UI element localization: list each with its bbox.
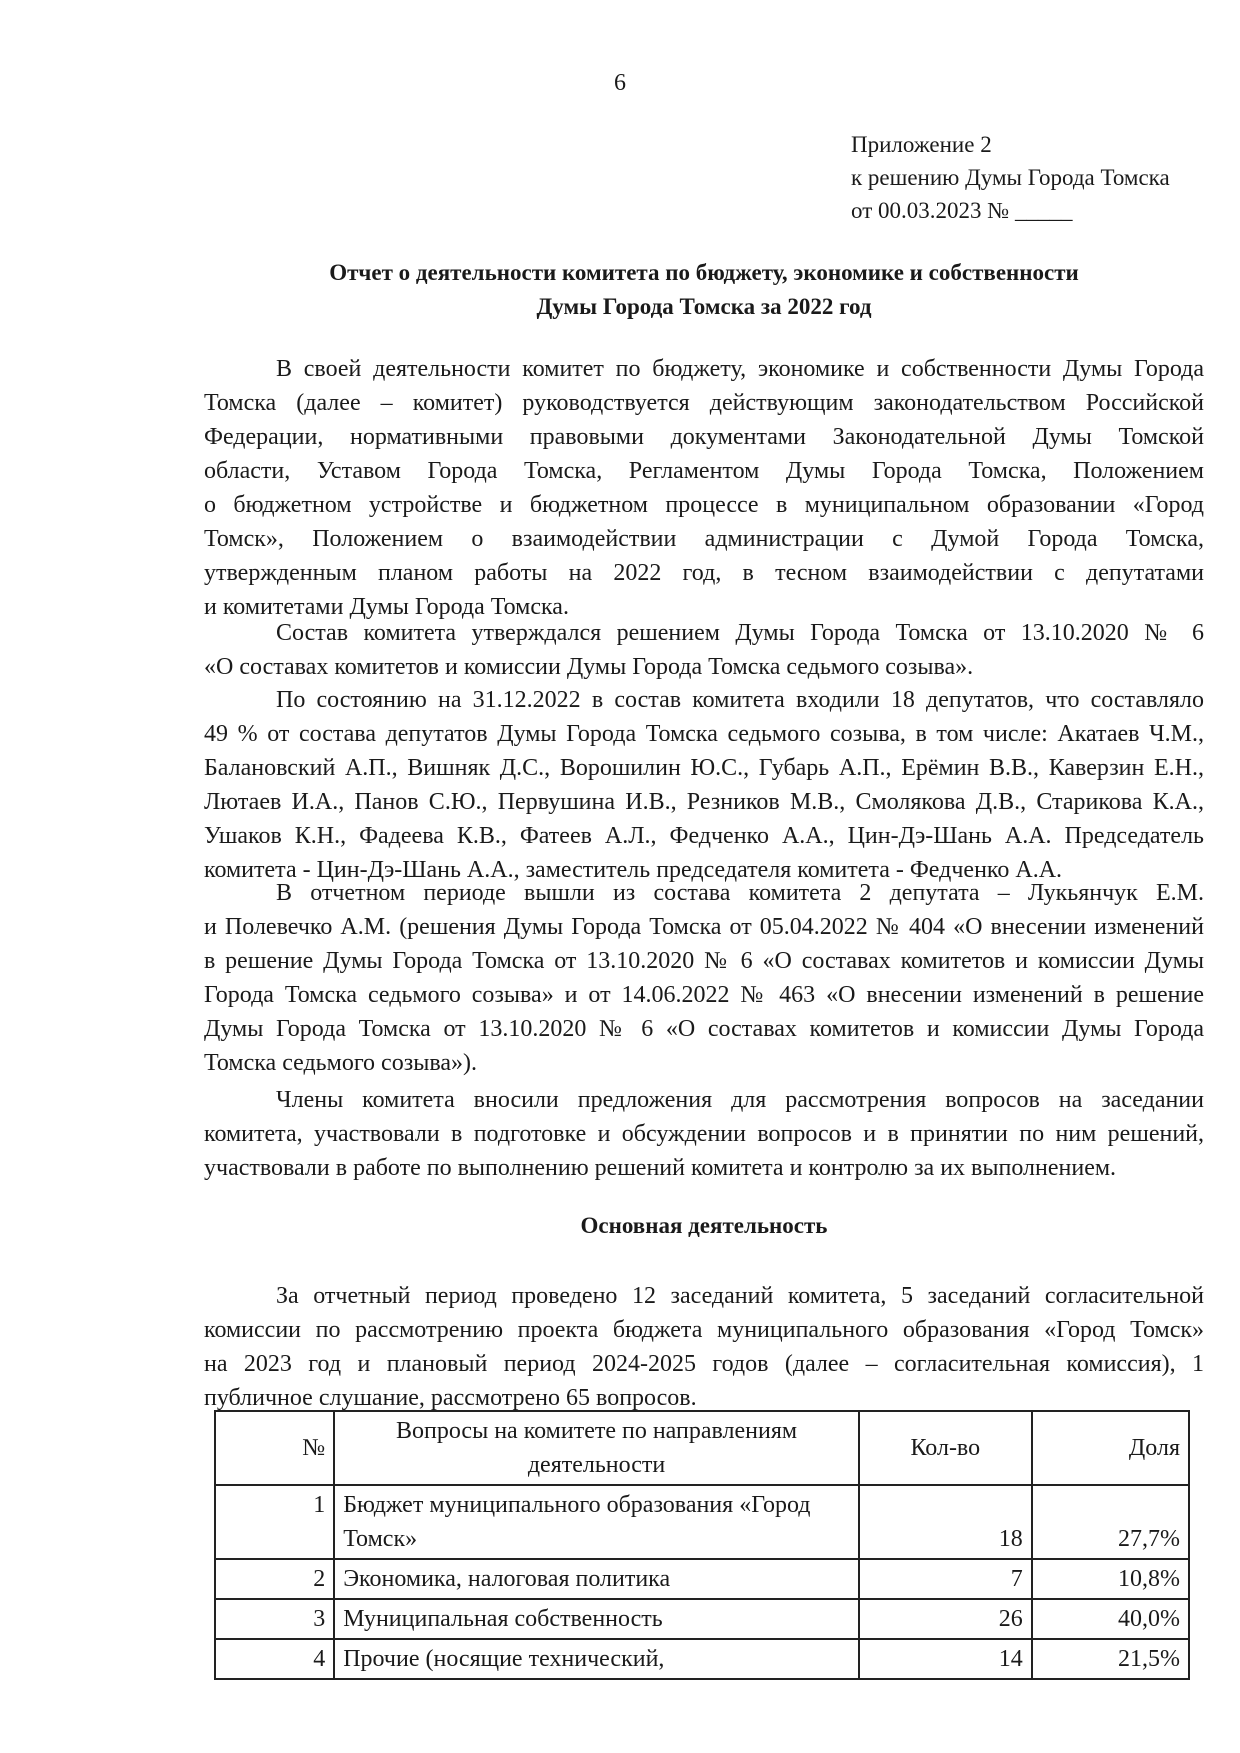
- text-line: По состоянию на 31.12.2022 в состав комитета входили 18 депутатов, что составляло: [276, 687, 1204, 713]
- text-line: Состав комитета утверждался решением Думы Города Томска от 13.10.2020 № 6: [276, 620, 1204, 646]
- text-line: публичное слушание, рассмотрено 65 вопросов.: [204, 1385, 697, 1411]
- table-row: [215, 1485, 1189, 1559]
- text-line: Балановский А.П., Вишняк Д.С., Ворошилин Ю.С., Губарь А.П., Ерёмин В.В., Каверзин Е.Н.,: [204, 755, 1204, 781]
- header-share: Доля: [1032, 1411, 1189, 1485]
- text-line: комитета - Цин-Дэ-Шань А.А., заместитель председателя комитета - Федченко А.А.: [204, 857, 1063, 883]
- text-line: на 2023 год и плановый период 2024-2025 годов (далее – согласительная комиссия), 1: [204, 1351, 1204, 1377]
- row-topic: Бюджет муниципального образования «Город Томск»: [334, 1485, 859, 1559]
- row-share: 27,7%: [1032, 1485, 1189, 1559]
- text-line: области, Уставом Города Томска, Регламентом Думы Города Томска, Положением: [204, 458, 1204, 484]
- section-paragraph: [204, 1279, 1204, 1415]
- text-line: В своей деятельности комитет по бюджету, экономике и собственности Думы Города: [276, 356, 1204, 382]
- appendix-reference: [851, 128, 1170, 227]
- text-line: о бюджетном устройстве и бюджетном процессе в муниципальном образовании «Город: [204, 492, 1204, 518]
- text-line: комитета, участвовали в подготовке и обсуждении вопросов и в принятии по ним решений,: [204, 1121, 1204, 1147]
- text-line: Лютаев И.А., Панов С.Ю., Первушина И.В., Резников М.В., Смолякова Д.В., Старикова К.А.,: [204, 789, 1204, 815]
- title-line: Думы Города Томска за 2022 год: [536, 294, 872, 319]
- paragraph: [204, 876, 1204, 1080]
- appendix-line: Приложение 2: [851, 132, 992, 157]
- header-topic: Вопросы на комитете по направлениям деятельности: [334, 1411, 859, 1485]
- text-line: участвовали в работе по выполнению решений комитета и контролю за их выполнением.: [204, 1155, 1117, 1181]
- text-line: Томска (далее – комитет) руководствуется действующим законодательством Российской: [204, 390, 1204, 416]
- table-row: [215, 1639, 1189, 1679]
- text-line: Думы Города Томска от 13.10.2020 № 6 «О составах комитетов и комиссии Думы Города: [204, 1016, 1204, 1042]
- text-line: Ушаков К.Н., Фадеева К.В., Фатеев А.Л., Федченко А.А., Цин-Дэ-Шань А.А. Председатель: [204, 823, 1204, 849]
- page-number: 6: [614, 70, 626, 96]
- header-number: №: [215, 1411, 334, 1485]
- paragraph: [204, 1083, 1204, 1185]
- text-line: и комитетами Думы Города Томска.: [204, 594, 569, 620]
- text-line: Города Томска седьмого созыва» и от 14.06.2022 № 463 «О внесении изменений в решение: [204, 982, 1204, 1008]
- appendix-line: к решению Думы Города Томска: [851, 165, 1170, 190]
- text-line: Томск», Положением о взаимодействии администрации с Думой Города Томска,: [204, 526, 1204, 552]
- paragraph: [204, 683, 1204, 887]
- section-heading: Основная деятельность: [580, 1213, 828, 1238]
- row-number: 4: [215, 1639, 334, 1679]
- text-line: В отчетном периоде вышли из состава комитета 2 депутата – Лукьянчук Е.М.: [276, 880, 1204, 906]
- text-line: утвержденным планом работы на 2022 год, в тесном взаимодействии с депутатами: [204, 560, 1204, 586]
- table-row: [215, 1559, 1189, 1599]
- row-topic: Муниципальная собственность: [334, 1599, 859, 1639]
- row-number: 2: [215, 1559, 334, 1599]
- row-count: 26: [859, 1599, 1032, 1639]
- text-line: За отчетный период проведено 12 заседаний комитета, 5 заседаний согласительной: [276, 1283, 1204, 1309]
- text-line: Томска седьмого созыва»).: [204, 1050, 477, 1076]
- header-count: Кол-во: [859, 1411, 1032, 1485]
- text-line: комиссии по рассмотрению проекта бюджета муниципального образования «Город Томск»: [204, 1317, 1204, 1343]
- text-line: и Полевечко А.М. (решения Думы Города Томска от 05.04.2022 № 404 «О внесении изменений: [204, 914, 1204, 940]
- text-line: Федерации, нормативными правовыми документами Законодательной Думы Томской: [204, 424, 1204, 450]
- text-line: Члены комитета вносили предложения для рассмотрения вопросов на заседании: [276, 1087, 1204, 1113]
- row-count: 14: [859, 1639, 1032, 1679]
- paragraph: [204, 616, 1204, 684]
- table-header-row: [215, 1411, 1189, 1485]
- row-share: 21,5%: [1032, 1639, 1189, 1679]
- row-topic: Прочие (носящие технический,: [334, 1639, 859, 1679]
- text-line: «О составах комитетов и комиссии Думы Города Томска седьмого созыва».: [204, 654, 974, 680]
- paragraph: [204, 352, 1204, 624]
- document-title: [204, 256, 1204, 324]
- row-count: 7: [859, 1559, 1032, 1599]
- row-number: 1: [215, 1485, 334, 1559]
- row-number: 3: [215, 1599, 334, 1639]
- title-line: Отчет о деятельности комитета по бюджету, экономике и собственности: [329, 260, 1079, 285]
- text-line: 49 % от состава депутатов Думы Города Томска седьмого созыва, в том числе: Акатаев Ч.М.,: [204, 721, 1204, 747]
- appendix-line: от 00.03.2023 № _____: [851, 198, 1073, 223]
- row-share: 40,0%: [1032, 1599, 1189, 1639]
- text-line: в решение Думы Города Томска от 13.10.2020 № 6 «О составах комитетов и комиссии Думы: [204, 948, 1204, 974]
- row-count: 18: [859, 1485, 1032, 1559]
- row-share: 10,8%: [1032, 1559, 1189, 1599]
- table-row: [215, 1599, 1189, 1639]
- questions-table: [214, 1410, 1190, 1680]
- row-topic: Экономика, налоговая политика: [334, 1559, 859, 1599]
